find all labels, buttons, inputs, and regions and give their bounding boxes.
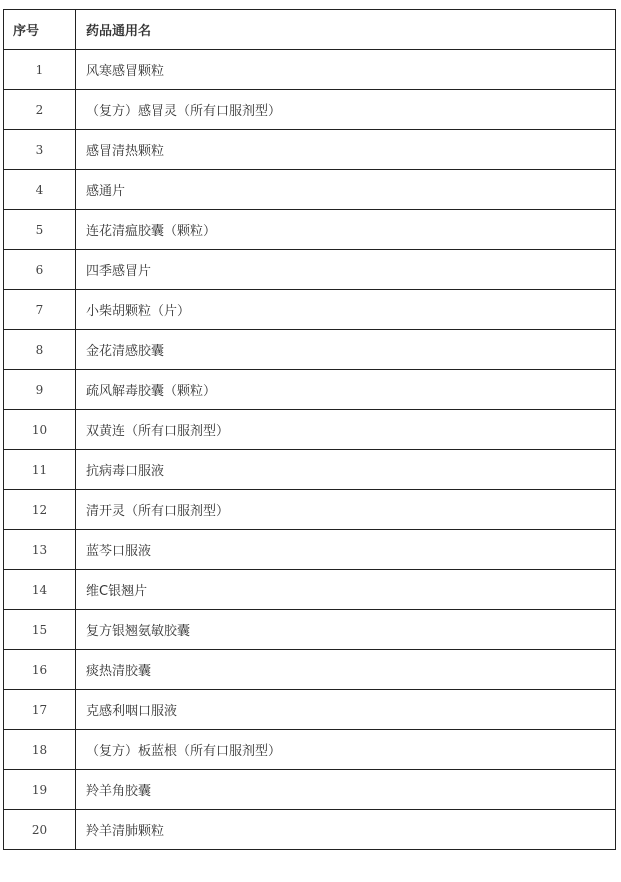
table-body	[4, 50, 616, 850]
row-index: 8	[4, 330, 76, 370]
row-drug-name: 连花清瘟胶囊（颗粒）	[76, 210, 616, 250]
row-drug-name: （复方）板蓝根（所有口服剂型）	[76, 730, 616, 770]
table-row	[4, 370, 616, 410]
row-index: 10	[4, 410, 76, 450]
row-drug-name: 感通片	[76, 170, 616, 210]
table-row	[4, 490, 616, 530]
row-drug-name: 四季感冒片	[76, 250, 616, 290]
table-row	[4, 410, 616, 450]
table-row	[4, 650, 616, 690]
table-row	[4, 90, 616, 130]
table-row	[4, 730, 616, 770]
row-index: 2	[4, 90, 76, 130]
row-index: 6	[4, 250, 76, 290]
row-drug-name: 羚羊清肺颗粒	[76, 810, 616, 850]
row-drug-name: 抗病毒口服液	[76, 450, 616, 490]
row-drug-name: 克感利咽口服液	[76, 690, 616, 730]
table-row	[4, 810, 616, 850]
row-drug-name: 复方银翘氨敏胶囊	[76, 610, 616, 650]
row-index: 18	[4, 730, 76, 770]
row-drug-name: 清开灵（所有口服剂型）	[76, 490, 616, 530]
table-row	[4, 250, 616, 290]
table-row	[4, 50, 616, 90]
table-row	[4, 450, 616, 490]
table-row	[4, 290, 616, 330]
row-index: 4	[4, 170, 76, 210]
row-drug-name: 感冒清热颗粒	[76, 130, 616, 170]
row-index: 5	[4, 210, 76, 250]
table-header-row	[4, 10, 616, 50]
row-drug-name: （复方）感冒灵（所有口服剂型）	[76, 90, 616, 130]
row-index: 11	[4, 450, 76, 490]
row-index: 9	[4, 370, 76, 410]
drug-list-container	[3, 9, 616, 850]
row-drug-name: 维C银翘片	[76, 570, 616, 610]
row-index: 12	[4, 490, 76, 530]
row-drug-name: 羚羊角胶囊	[76, 770, 616, 810]
table-row	[4, 530, 616, 570]
row-index: 7	[4, 290, 76, 330]
table-row	[4, 610, 616, 650]
table-row	[4, 170, 616, 210]
table-row	[4, 130, 616, 170]
table-row	[4, 690, 616, 730]
row-drug-name: 金花清感胶囊	[76, 330, 616, 370]
header-index: 序号	[4, 10, 76, 50]
table-row	[4, 770, 616, 810]
row-index: 16	[4, 650, 76, 690]
table-row	[4, 210, 616, 250]
row-index: 20	[4, 810, 76, 850]
row-index: 19	[4, 770, 76, 810]
row-drug-name: 蓝芩口服液	[76, 530, 616, 570]
table-row	[4, 570, 616, 610]
header-drug-name: 药品通用名	[76, 10, 616, 50]
row-drug-name: 双黄连（所有口服剂型）	[76, 410, 616, 450]
row-index: 17	[4, 690, 76, 730]
row-index: 15	[4, 610, 76, 650]
drug-list-table	[3, 9, 616, 850]
row-drug-name: 疏风解毒胶囊（颗粒）	[76, 370, 616, 410]
row-index: 13	[4, 530, 76, 570]
row-drug-name: 痰热清胶囊	[76, 650, 616, 690]
table-row	[4, 330, 616, 370]
row-index: 3	[4, 130, 76, 170]
row-drug-name: 风寒感冒颗粒	[76, 50, 616, 90]
row-drug-name: 小柴胡颗粒（片）	[76, 290, 616, 330]
row-index: 1	[4, 50, 76, 90]
row-index: 14	[4, 570, 76, 610]
